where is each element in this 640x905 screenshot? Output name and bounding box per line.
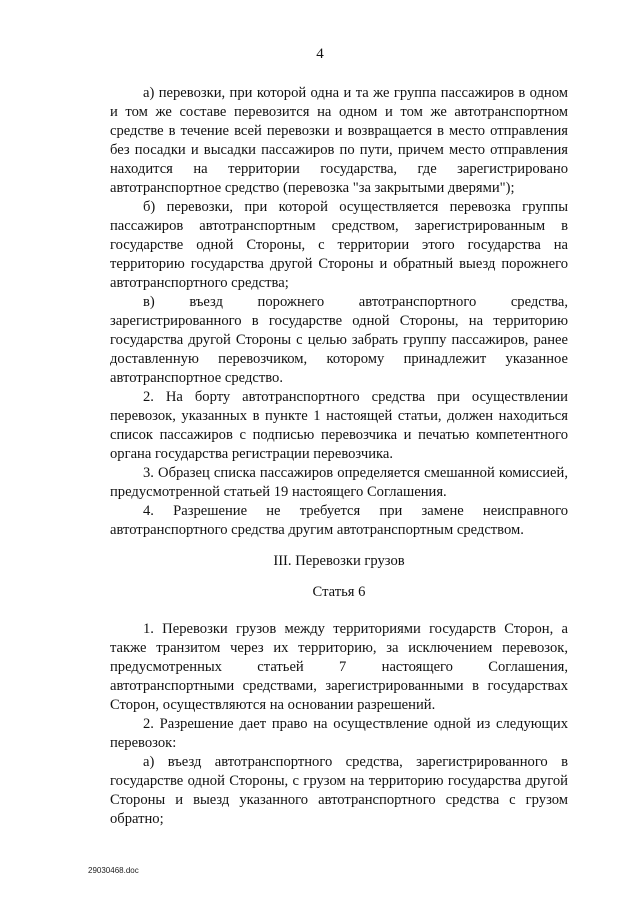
document-body [110, 84, 568, 829]
paragraph-4-replacement: 4. Разрешение не требуется при замене неисправного автотранспортного средства другим автотранспортным средством. [110, 503, 568, 538]
page-number: 4 [316, 46, 324, 62]
paragraph-v-empty-entry: в) въезд порожнего автотранспортного средства, зарегистрированного в государстве одной Стороны, на территорию государства другой Стороны с целью забрать группу пассажиров, ранее доставленную перевозчиком, которому принадлежит указанное автотранспортное средство. [110, 294, 568, 386]
section-heading: III. Перевозки грузов [273, 553, 405, 569]
paragraph-a-cargo-entry: а) въезд автотранспортного средства, зарегистрированного в государстве одной Стороны, с грузом на территорию государства другой Стороны и выезд указанного автотранспортного средства с грузом обратно; [110, 754, 568, 827]
paragraph-3-list-template: 3. Образец списка пассажиров определяется смешанной комиссией, предусмотренной статьей 19 настоящего Соглашения. [110, 465, 568, 500]
file-name-footer: 29030468.doc [88, 866, 139, 875]
paragraph-1-cargo-permits: 1. Перевозки грузов между территориями государств Сторон, а также транзитом через их территорию, за исключением перевозок, предусмотренных статьей 7 настоящего Соглашения, автотранспортными средствами, зарегистрированными в государствах Сторон, осуществляются на основании разрешений. [110, 621, 568, 713]
article-heading: Статья 6 [312, 584, 366, 600]
paragraph-a-closed-doors: а) перевозки, при которой одна и та же группа пассажиров в одном и том же составе перевозится на одном и том же автотранспортном средстве в течение всей перевозки и возвращается в место отправления без посадки и высадки пассажиров по пути, причем место отправления находится на территории государства, где зарегистрировано автотранспортное средство (перевозка "за закрытыми дверями"); [110, 85, 568, 196]
paragraph-b-group-transport: б) перевозки, при которой осуществляется перевозка группы пассажиров автотранспортным средством, зарегистрированным в государстве одной Стороны, с территории этого государства на территорию государства другой Стороны и обратный выезд порожнего автотранспортного средства; [110, 199, 568, 291]
paragraph-2-permit-right: 2. Разрешение дает право на осуществление одной из следующих перевозок: [110, 716, 568, 751]
paragraph-2-passenger-list: 2. На борту автотранспортного средства при осуществлении перевозок, указанных в пункте 1 настоящей статьи, должен находиться список пассажиров с подписью перевозчика и печатью компетентного органа государства регистрации перевозчика. [110, 389, 568, 462]
